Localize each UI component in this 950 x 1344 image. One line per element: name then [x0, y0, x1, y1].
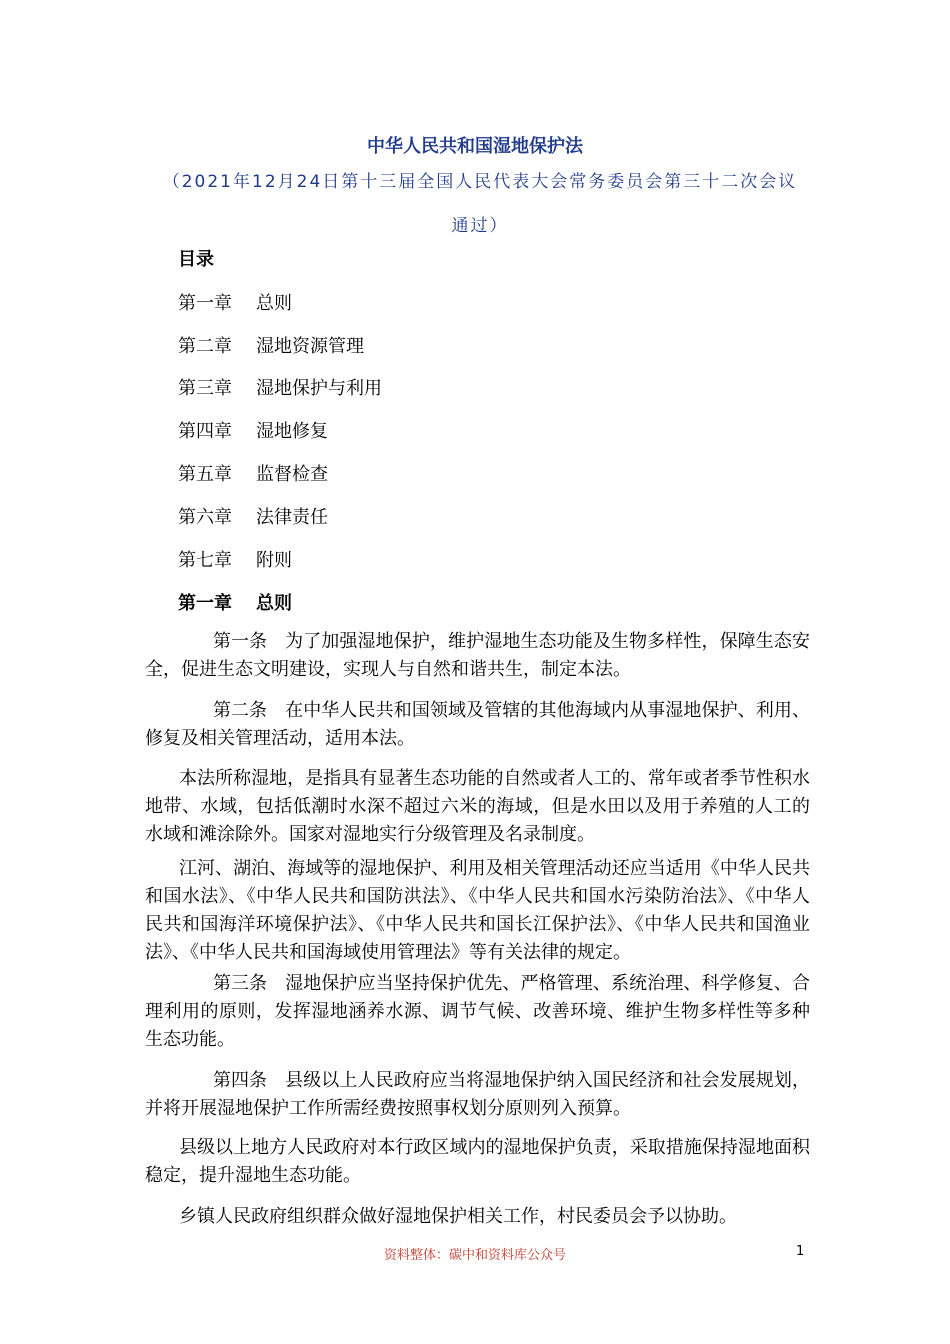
chapter-label: 总则	[256, 593, 292, 614]
paragraph	[145, 765, 810, 849]
footer-source: 资料整体：碳中和资料库公众号	[383, 1248, 566, 1263]
toc-item-label: 湿地资源管理	[256, 336, 364, 357]
article-number: 第一条	[213, 631, 267, 652]
paragraph-text: 县级以上地方人民政府对本行政区域内的湿地保护负责，采取措施保持湿地面积稳定，提升湿地生态功能。	[145, 1137, 810, 1186]
document-title: 中华人民共和国湿地保护法	[367, 136, 583, 157]
paragraph	[145, 855, 810, 967]
article-number: 第二条	[213, 700, 267, 721]
paragraph-text: 在中华人民共和国领域及管辖的其他海域内从事湿地保护、利用、修复及相关管理活动，适用本法。	[145, 700, 810, 749]
paragraph-text: 江河、湖泊、海域等的湿地保护、利用及相关管理活动还应当适用《中华人民共和国水法》、《中华人民共和国防洪法》、《中华人民共和国水污染防治法》、《中华人民共和国海洋环境保护法》、《中华人民共和国长江保护法》、《中华人民共和国渔业法》、《中华人民共和国海域使用管理法》等有关法律的规定。	[145, 858, 810, 963]
toc-item-number: 第二章	[178, 336, 232, 357]
toc-heading: 目录	[178, 249, 214, 270]
toc-item-number: 第五章	[178, 464, 232, 485]
toc-item-6	[178, 503, 328, 529]
toc-item-number: 第七章	[178, 550, 232, 571]
article-paragraph	[145, 970, 810, 1054]
article-number: 第三条	[213, 973, 267, 994]
paragraph	[145, 1203, 810, 1231]
toc-item-7	[178, 546, 292, 572]
toc-item-4	[178, 417, 328, 443]
toc-item-label: 监督检查	[256, 464, 328, 485]
toc-item-label: 湿地修复	[256, 421, 328, 442]
toc-item-3	[178, 374, 382, 400]
toc-item-1	[178, 289, 292, 315]
chapter-number: 第一章	[178, 593, 232, 614]
article-paragraph	[145, 628, 810, 684]
document-subtitle: （2021年12月24日第十三届全国人民代表大会常务委员会第三十二次会议通过）	[162, 172, 798, 236]
article-number: 第四条	[213, 1070, 267, 1091]
paragraph-text: 为了加强湿地保护，维护湿地生态功能及生物多样性，保障生态安全，促进生态文明建设，实现人与自然和谐共生，制定本法。	[145, 631, 810, 680]
toc-item-number: 第一章	[178, 293, 232, 314]
page-number: 1	[796, 1244, 805, 1259]
chapter-heading	[178, 589, 292, 615]
paragraph-text: 县级以上人民政府应当将湿地保护纳入国民经济和社会发展规划，并将开展湿地保护工作所需经费按照事权划分原则列入预算。	[145, 1070, 810, 1119]
toc-item-number: 第三章	[178, 378, 232, 399]
toc-item-label: 湿地保护与利用	[256, 378, 382, 399]
article-paragraph	[145, 697, 810, 753]
article-paragraph	[145, 1067, 810, 1123]
toc-item-label: 法律责任	[256, 507, 328, 528]
toc-item-number: 第四章	[178, 421, 232, 442]
toc-item-2	[178, 332, 364, 358]
paragraph-text: 本法所称湿地，是指具有显著生态功能的自然或者人工的、常年或者季节性积水地带、水域，包括低潮时水深不超过六米的海域，但是水田以及用于养殖的人工的水域和滩涂除外。国家对湿地实行分级管理及名录制度。	[145, 768, 810, 845]
toc-item-label: 总则	[256, 293, 292, 314]
paragraph-text: 湿地保护应当坚持保护优先、严格管理、系统治理、科学修复、合理利用的原则，发挥湿地涵养水源、调节气候、改善环境、维护生物多样性等多种生态功能。	[145, 973, 810, 1050]
toc-item-label: 附则	[256, 550, 292, 571]
paragraph	[145, 1134, 810, 1190]
toc-item-number: 第六章	[178, 507, 232, 528]
paragraph-text: 乡镇人民政府组织群众做好湿地保护相关工作，村民委员会予以协助。	[179, 1206, 737, 1227]
toc-item-5	[178, 460, 328, 486]
